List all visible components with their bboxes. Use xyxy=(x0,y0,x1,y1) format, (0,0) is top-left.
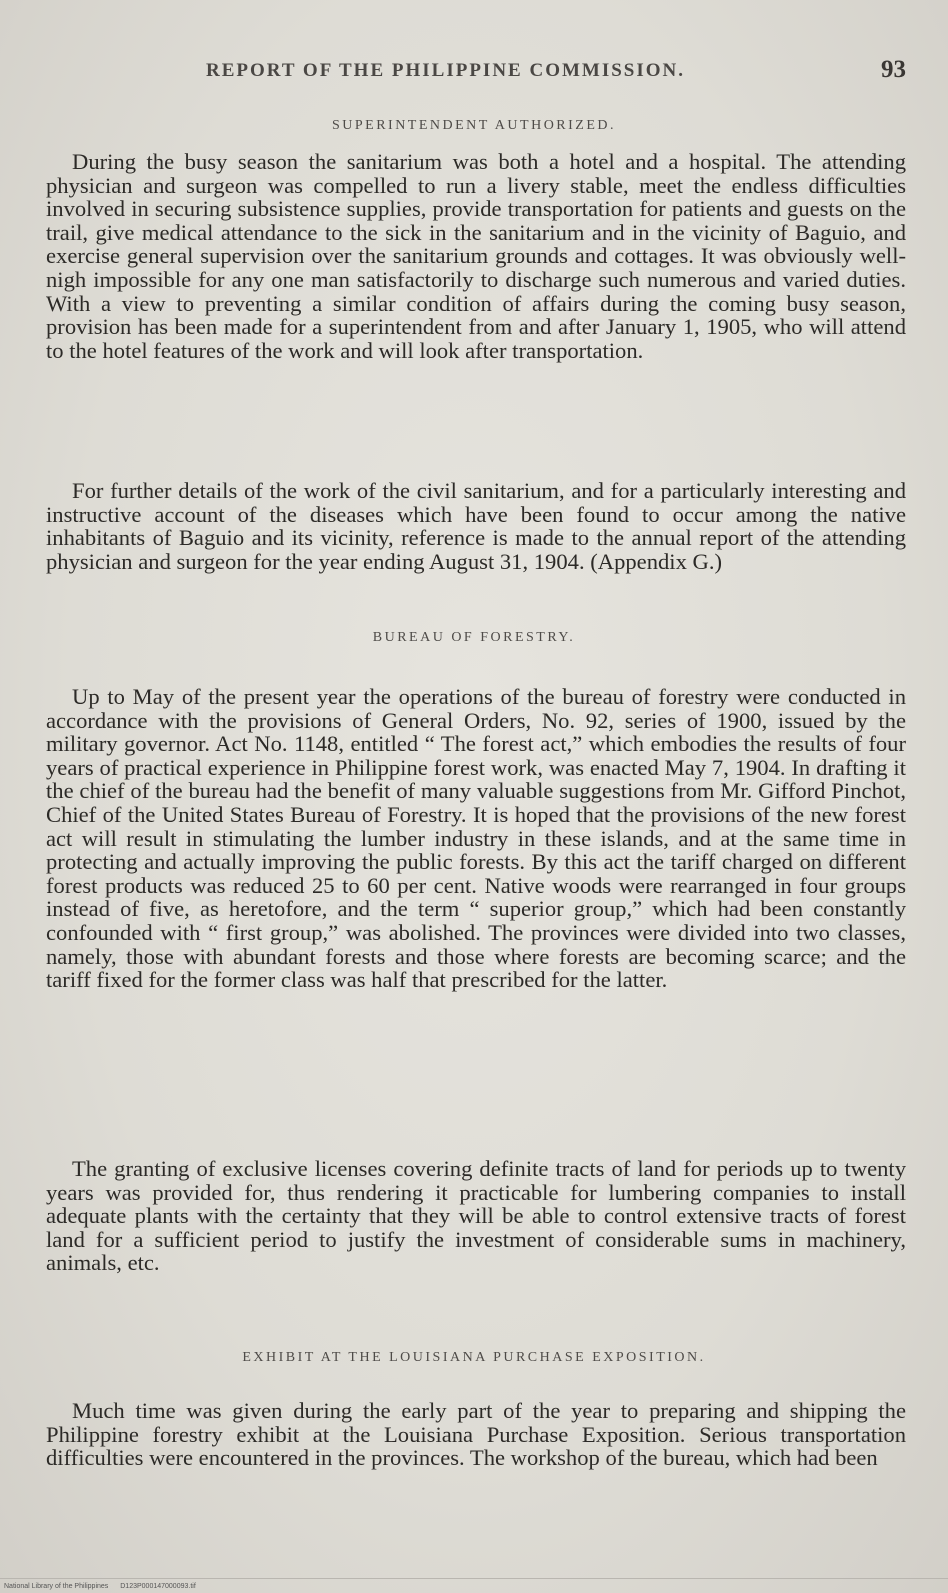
heading-superintendent-authorized: SUPERINTENDENT AUTHORIZED. xyxy=(331,118,617,133)
footer-source: National Library of the Philippines xyxy=(4,1583,109,1590)
footer-identifier: D123P000147000093.tif xyxy=(120,1583,196,1590)
paragraph-further-details: For further details of the work of the civil sanitarium, and for a particularly interesting and instructive account of the diseases which have been found to occur among the native inhabitants of Baguio and its vicinity, reference is made to the annual report of the attending physician and surgeon for the year ending August 31, 1904. (Appendix G.) xyxy=(46,478,906,574)
paragraph-forest-act: Up to May of the present year the operations of the bureau of forestry were conducted in accordance with the provisions of General Orders, No. 92, series of 1900, issued by the military governor. Act No. 1148, entitled “ The forest act,” which embodies the results of four years of practical experience in Philippine forest work, was enacted May 7, 1904. In drafting it the chief of the bureau had the benefit of many valuable suggestions from Mr. Gifford Pinchot, Chief of the United States Bureau of Forestry. It is hoped that the provisions of the new forest act will result in stimulating the lumber industry in these islands, and at the same time in protecting and actually improving the public forests. By this act the tariff charged on different forest products was reduced 25 to 60 per cent. Native woods were rearranged in four groups instead of five, as heretofore, and the term “ superior group,” which had been constantly confounded with “ first group,” was abolished. The provinces were divided into two classes, namely, those with abundant forests and those where forests are becoming scarce; and the tariff fixed for the former class was half that prescribed for the latter. xyxy=(46,684,906,993)
heading-louisiana-exhibit: EXHIBIT AT THE LOUISIANA PURCHASE EXPOSITION. xyxy=(242,1350,706,1365)
page-header xyxy=(46,56,906,92)
running-title: REPORT OF THE PHILIPPINE COMMISSION. xyxy=(206,60,686,81)
heading-bureau-of-forestry: BUREAU OF FORESTRY. xyxy=(372,630,576,645)
paragraph-sanitarium-duties: During the busy season the sanitarium was both a hotel and a hospital. The attending physician and surgeon was compelled to run a livery stable, meet the endless difficulties involved in securing subsistence supplies, provide transportation for patients and guests on the trail, give medical attendance to the sick in the sanitarium and in the vicinity of Baguio, and exercise general supervision over the sanitarium grounds and cottages. It was obviously well-nigh impossible for any one man satisfactorily to discharge such numerous and varied duties. With a view to preventing a similar condition of affairs during the coming busy season, provision has been made for a superintendent from and after January 1, 1905, who will attend to the hotel features of the work and will look after transportation. xyxy=(46,149,906,363)
paragraph-forestry-exhibit: Much time was given during the early part of the year to preparing and shipping the Philippine forestry exhibit at the Louisiana Purchase Exposition. Serious transportation difficulties were encountered in the provinces. The workshop of the bureau, which had been xyxy=(46,1398,906,1471)
scan-footer xyxy=(4,1583,206,1590)
footer-divider xyxy=(0,1578,948,1579)
page-number: 93 xyxy=(881,56,906,83)
paragraph-exclusive-licenses: The granting of exclusive licenses covering definite tracts of land for periods up to twenty years was provided for, thus rendering it practicable for lumbering companies to install adequate plants with the certainty that they will be able to control extensive tracts of forest land for a sufficient period to justify the investment of considerable sums in machinery, animals, etc. xyxy=(46,1156,906,1276)
